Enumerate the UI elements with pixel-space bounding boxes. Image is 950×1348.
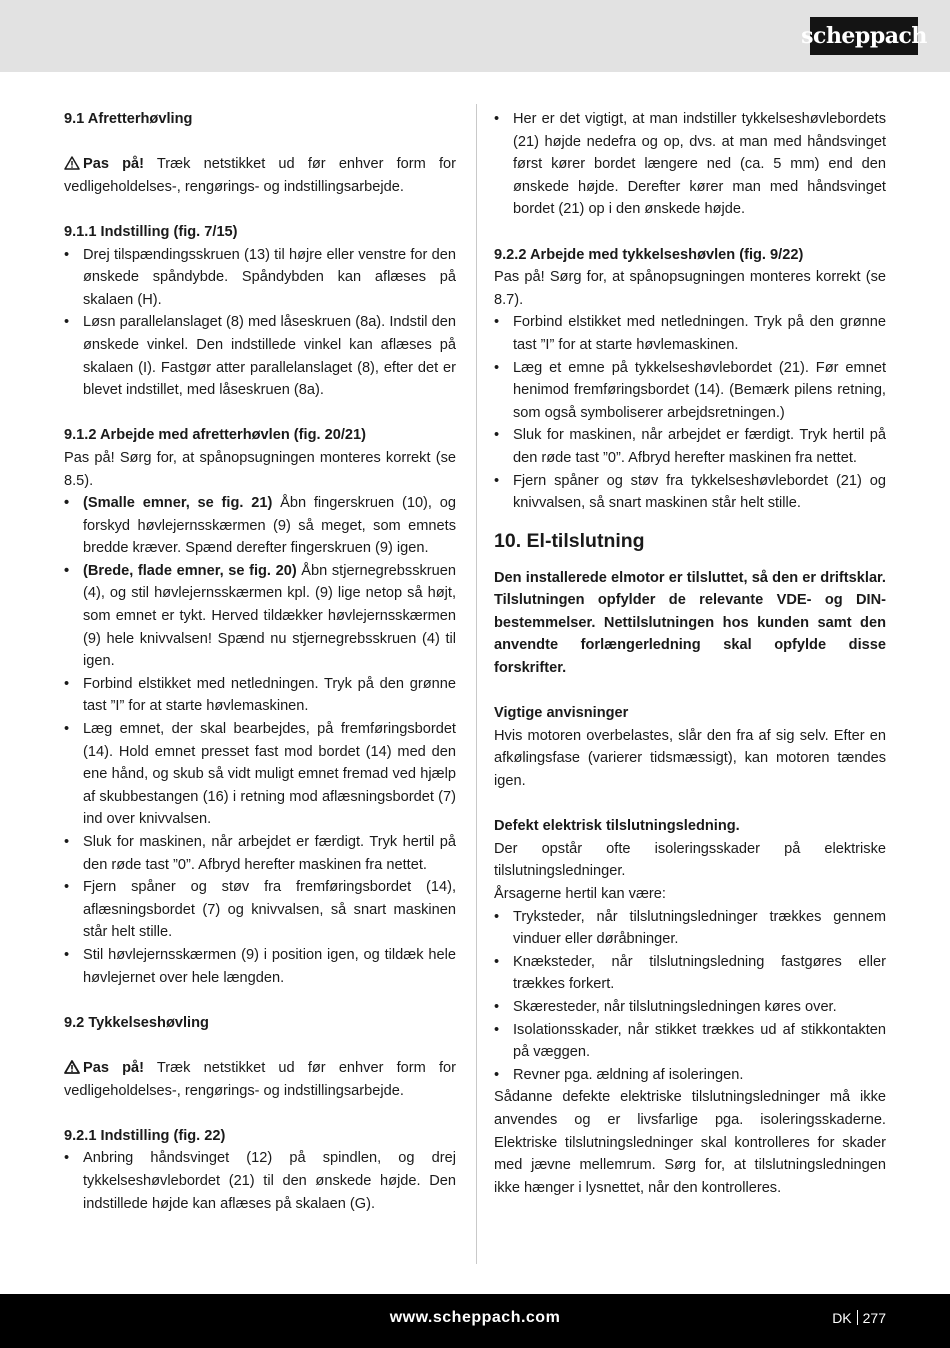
section-9-2-2-title: 9.2.2 Arbejde med tykkelseshøvlen (fig. 9/22) — [494, 246, 804, 263]
section-10-bold-paragraph: Den installerede elmotor er tilsluttet, så den er driftsklar. Tilslutningen opfylder de relevante VDE- og DIN-bestemmelser. Nettilslutningen hos kunden samt den anvendte forlængerledning skal opfylde disse forskrifter. — [494, 569, 886, 677]
section-9-2-1-title: 9.2.1 Indstilling (fig. 22) — [64, 1127, 226, 1144]
important-notes-title: Vigtige anvisninger — [494, 705, 629, 722]
list-item: • Skæresteder, når tilslutningsledningen køres over. — [494, 996, 886, 1019]
section-9-2-title: 9.2 Tykkelseshøvling — [64, 1014, 209, 1031]
section-10-title: 10. El-tilslutning — [494, 529, 645, 552]
list-item: • Her er det vigtigt, at man indstiller tykkelseshøvlebordets (21) højde nedefra og op, dvs. at man med håndsvinget først kører bordet længere ned (ca. 5 mm) end den ønskede højde. Derefter kører man med håndsvinget bordet (21) op i den ønskede højde. — [494, 108, 886, 221]
list-item: • Anbring håndsvinget (12) på spindlen, og drej tykkelseshøvlebordet (21) til den ønskede højde. Den indstillede højde kan aflæses på skalaen (G). — [64, 1147, 456, 1215]
right-column — [494, 108, 886, 1199]
section-9-1-1-title: 9.1.1 Indstilling (fig. 7/15) — [64, 223, 238, 240]
list-item: • Knæksteder, når tilslutningsledning fastgøres eller trækkes forkert. — [494, 951, 886, 996]
section-9-1-title: 9.1 Afretterhøvling — [64, 111, 193, 127]
defective-cable-list — [494, 906, 886, 1087]
footer-bar — [0, 1294, 950, 1348]
defective-cable-causes-intro: Årsagerne hertil kan være: — [494, 886, 666, 902]
section-9-2-1-list — [64, 1147, 456, 1215]
list-item: • Drej tilspændingsskruen (13) til højre eller venstre for den ønskede spåndybde. Spåndybden kan aflæses på skalaen (H). — [64, 244, 456, 312]
list-item: • Læg emnet, der skal bearbejdes, på fremføringsbordet (14). Hold emnet presset fast mod bordet (14) med den ene hånd, og skub så vidt muligt emnet fremad ved hjælp af skubbestangen (16) i retning mod aflæsningsbordet (7) ind over knivvalsen. — [64, 718, 456, 831]
list-item: • Revner pga. ældning af isoleringen. — [494, 1064, 886, 1087]
list-item: • Fjern spåner og støv fra fremføringsbordet (14), aflæsningsbordet (7) og knivvalsen, så snart maskinen står helt stille. — [64, 876, 456, 944]
section-9-2-2-list — [494, 311, 886, 514]
list-item: • Stil høvlejernsskærmen (9) i position igen, og tildæk hele høvlejernet over hele længden. — [64, 944, 456, 989]
warning-triangle-icon — [64, 156, 80, 170]
section-9-2-1-continued-list — [494, 108, 886, 221]
list-item: • (Brede, flade emner, se fig. 20) Åbn stjernegrebsskruen (4), og stil høvlejernsskærmen kpl. (9) lige netop så højt, som emnet er tykt. Herved tildækker høvlejernsskærmen (9) hele knivvalsen! Spænd nu stjernegrebsskruen (4) til igen. — [64, 560, 456, 673]
list-item: • (Smalle emner, se fig. 21) Åbn fingerskruen (10), og forskyd høvlejernsskærmen (9) så meget, som emnets bredde kræver. Spænd derefter fingerskruen (9) igen. — [64, 492, 456, 560]
section-9-1-warning: Pas på! Træk netstikket ud før enhver form for vedligeholdelses-, rengørings- og indstillingsarbejde. — [64, 156, 456, 195]
section-9-2-2-intro: Pas på! Sørg for, at spånopsugningen monteres korrekt (se 8.7). — [494, 269, 886, 308]
scheppach-logo: scheppach — [810, 17, 918, 55]
list-item: • Sluk for maskinen, når arbejdet er færdigt. Tryk hertil på den røde tast ”0”. Afbryd herefter maskinen fra nettet. — [64, 831, 456, 876]
warning-triangle-icon — [64, 1060, 80, 1074]
list-item: • Isolationsskader, når stikket trækkes ud af stikkontakten på væggen. — [494, 1019, 886, 1064]
list-item: • Løsn parallelanslaget (8) med låseskruen (8a). Indstil den ønskede vinkel. Den indstillede vinkel kan aflæses på skalaen (I). Fastgør atter parallelanslaget (8), efter det er blevet indstillet, med låseskruen (8a). — [64, 311, 456, 401]
section-9-1-2-title: 9.1.2 Arbejde med afretterhøvlen (fig. 20/21) — [64, 427, 366, 444]
list-item: • Fjern spåner og støv fra tykkelseshøvlebordet (21) og knivvalsen, så snart maskinen står helt stille. — [494, 470, 886, 515]
footer-url: www.scheppach.com — [389, 1309, 561, 1326]
list-item: • Forbind elstikket med netledningen. Tryk på den grønne tast ”I” for at starte høvlemaskinen. — [64, 673, 456, 718]
defective-cable-text: Der opstår ofte isoleringsskader på elektriske tilslutningsledninger. — [494, 840, 886, 880]
list-item: • Tryksteder, når tilslutningsledninger trækkes gennem vinduer eller døråbninger. — [494, 906, 886, 951]
section-9-1-1-list — [64, 244, 456, 402]
list-item: • Forbind elstikket med netledningen. Tryk på den grønne tast ”I” for at starte høvlemaskinen. — [494, 311, 886, 356]
list-item: • Læg et emne på tykkelseshøvlebordet (21). Før emnet henimod fremføringsbordet (14). (Bemærk pilens retning, som også symboliserer arbejdsretningen.) — [494, 357, 886, 425]
section-9-2-warning: Pas på! Træk netstikket ud før enhver form for vedligeholdelses-, rengørings- og indstillingsarbejde. — [64, 1059, 456, 1099]
page-number: DK 277 — [832, 1310, 886, 1326]
important-notes-text: Hvis motoren overbelastes, slår den fra af sig selv. Efter en afkølingsfase (varierer tidsmæssigt), kan motoren tændes igen. — [494, 727, 886, 790]
list-item: • Sluk for maskinen, når arbejdet er færdigt. Tryk hertil på den røde tast ”0”. Afbryd herefter maskinen fra nettet. — [494, 424, 886, 469]
section-9-1-2-list — [64, 492, 456, 989]
section-9-1-2-intro: Pas på! Sørg for, at spånopsugningen monteres korrekt (se 8.5). — [64, 449, 456, 489]
left-column — [64, 108, 456, 1215]
defective-cable-title: Defekt elektrisk tilslutningsledning. — [494, 818, 740, 835]
defective-cable-conclusion: Sådanne defekte elektriske tilslutningsledninger må ikke anvendes og er livsfarlige pga. isoleringsskaderne. Elektriske tilslutningsledninger skal kontrolleres for skader med jævne mellemrum. Sørg for, at tilslutningsledningen ikke hænger i lysnettet, når den kontrolleres. — [494, 1089, 886, 1196]
column-divider — [476, 104, 477, 1264]
header-bar — [0, 0, 950, 72]
